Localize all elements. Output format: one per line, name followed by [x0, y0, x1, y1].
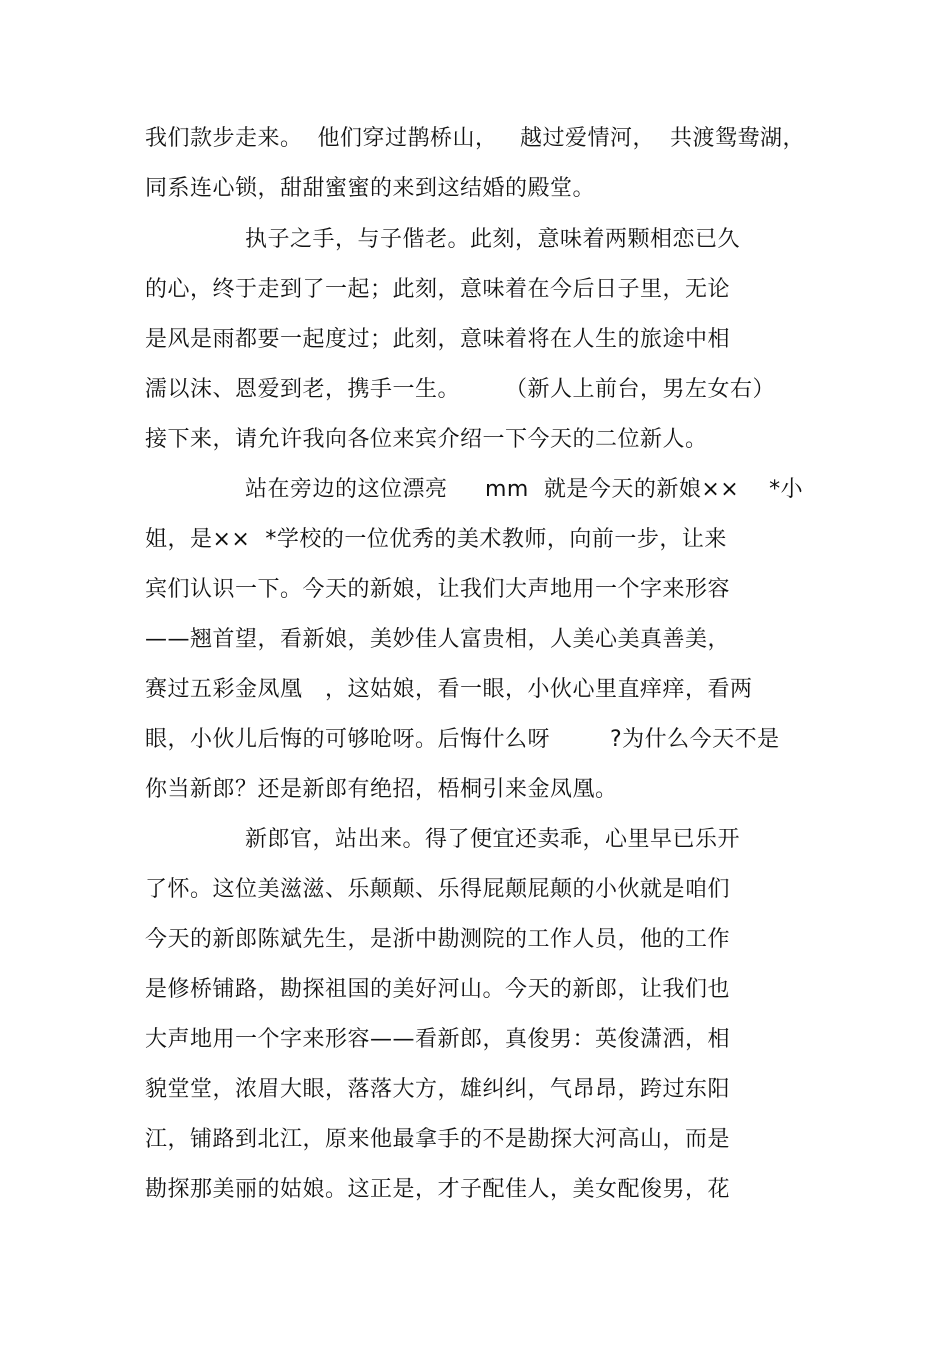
text-line: 大声地用一个字来形容——看新郎，真俊男：英俊潇洒，相	[145, 1027, 731, 1052]
text-line: 赛过五彩金凤凰 ，这姑娘，看一眼，小伙心里直痒痒，看两	[145, 677, 753, 702]
text-line: 的心，终于走到了一起；此刻，意味着在今后日子里，无论	[145, 277, 731, 302]
text-line: 勘探那美丽的姑娘。这正是，才子配佳人，美女配俊男，花	[145, 1177, 731, 1202]
text-line: 貌堂堂，浓眉大眼，落落大方，雄纠纠，气昂昂，跨过东阳	[145, 1077, 731, 1102]
text-line: 站在旁边的这位漂亮 mm 就是今天的新娘×× *小	[245, 477, 804, 502]
text-line: 江，铺路到北江，原来他最拿手的不是勘探大河高山，而是	[145, 1127, 731, 1152]
text-line: ——翘首望，看新娘，美妙佳人富贵相，人美心美真善美，	[145, 627, 731, 652]
text-line: 是修桥铺路，勘探祖国的美好河山。今天的新郎，让我们也	[145, 977, 731, 1002]
text-line: 是风是雨都要一起度过；此刻，意味着将在人生的旅途中相	[145, 327, 731, 352]
text-line: 同系连心锁，甜甜蜜蜜的来到这结婚的殿堂。	[145, 176, 596, 201]
text-line: 濡以沫、恩爱到老，携手一生。 （新人上前台，男左女右）	[145, 377, 775, 402]
text-line: 今天的新郎陈斌先生，是浙中勘测院的工作人员，他的工作	[145, 927, 731, 952]
text-line: 宾们认识一下。今天的新娘，让我们大声地用一个字来形容	[145, 577, 731, 602]
text-line: 接下来，请允许我向各位来宾介绍一下今天的二位新人。	[145, 427, 708, 452]
text-line: 新郎官，站出来。得了便宜还卖乖，心里早已乐开	[245, 827, 741, 852]
text-line: 执子之手，与子偕老。此刻，意味着两颗相恋已久	[245, 227, 741, 252]
text-line: 你当新郎？还是新郎有绝招，梧桐引来金凤凰。	[145, 777, 618, 802]
text-line: 姐，是×× *学校的一位优秀的美术教师，向前一步，让来	[145, 527, 727, 552]
text-line: 眼，小伙儿后悔的可够呛呀。后悔什么呀 ?为什么今天不是	[145, 727, 780, 752]
text-line: 了怀。这位美滋滋、乐颠颠、乐得屁颠屁颠的小伙就是咱们	[145, 877, 731, 902]
text-line: 我们款步走来。 他们穿过鹊桥山， 越过爱情河， 共渡鸳鸯湖，	[145, 126, 805, 151]
